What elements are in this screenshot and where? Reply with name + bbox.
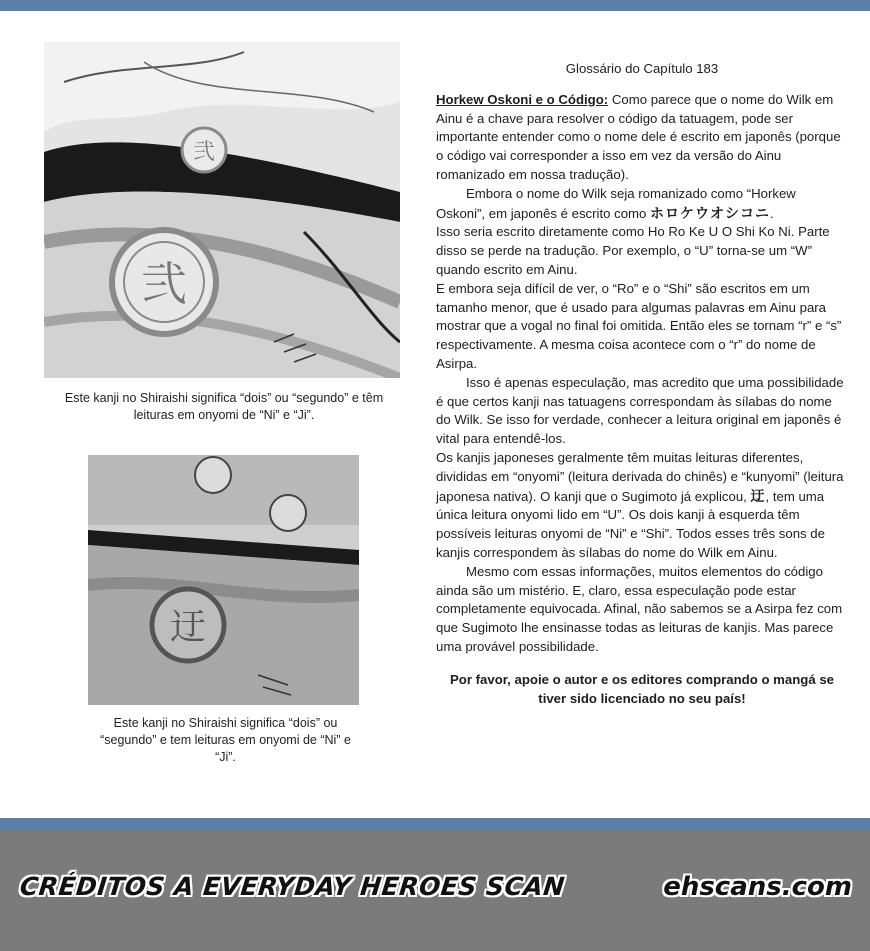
glossary-paragraph-5: Isso é apenas especulação, mas acredito que uma possibilidade é que certos kanji nas tatuagens correspondam às sílabas do nome do Wilk. Se isso for verdade, conhecer a leitura original em japonês é vital para entendê-los. [436, 374, 844, 447]
svg-text:弐: 弐 [141, 257, 187, 311]
panel-1-caption: Este kanji no Shiraishi significa “dois” ou “segundo” e têm leituras em onyomi de “Ni” e “Ji”. [64, 391, 384, 422]
glossary-paragraph-3: Isso seria escrito diretamente como Ho Ro Ke U O Shi Ko Ni. Parte disso se perde na tradução. Por exemplo, o “U” torna-se um “W” quando escrito em Ainu. [436, 224, 830, 277]
glossary-paragraph-4: E embora seja difícil de ver, o “Ro” e o “Shi” são escritos em um tamanho menor, que é usado para algumas palavras em Ainu para mostrar que a vogal no final foi omitida. Então eles se tornam “r” e “s” respectivamente. A mesma coisa acontece com o “r” do nome de Asirpa. [436, 280, 842, 371]
glossary-p1-text: Como parece que o nome do Wilk em Ainu é a chave para resolver o código da tatuagem, pode ser importante entender como o nome dele é escrito em japonês (porque o código vai corresponder a isso em vez da versão do Ainu romanizado em nossa tradução). [436, 91, 841, 182]
glossary-paragraph-2 [436, 185, 848, 224]
panel-1-artwork [44, 42, 400, 378]
glossary-kanji: 迂 [750, 487, 766, 504]
scan-credits: CRÉDITOS A EVERYDAY HEROES SCAN [18, 872, 567, 901]
glossary-p2-text: Embora o nome do Wilk seja romanizado como “Horkew Oskoni”, em japonês é escrito como [436, 185, 796, 221]
top-accent-bar [0, 0, 870, 11]
scan-site-link[interactable]: ehscans.com [663, 872, 852, 902]
glossary-p6-end: , tem uma única leitura onyomi lido em “U”. Os dois kanji à esquerda têm possíveis leituras onyomi de “Ni” e “Shi”. Todos esses três sons de kanjis correspondem às sílabas do nome do Wilk em Ainu. [436, 488, 825, 560]
manga-panel-tattoo-1 [44, 42, 400, 378]
svg-text:迂: 迂 [169, 607, 207, 648]
glossary-title: Glossário do Capítulo 183 [565, 61, 719, 76]
support-message: Por favor, apoie o autor e os editores comprando o mangá se tiver sido licenciado no seu país! [450, 671, 834, 706]
glossary-paragraph-6 [436, 449, 848, 563]
glossary-paragraph-1 [436, 91, 848, 185]
glossary-paragraph-7: Mesmo com essas informações, muitos elementos do código ainda são um mistério. E, claro, essa especulação pode estar completamente equivocada. Afinal, não sabemos se a Asirpa fez com que Sugimoto lhe ensinasse todas as leituras de kanjis. Mas parece uma provável possibilidade. [436, 563, 843, 654]
glossary-column [436, 60, 848, 708]
manga-panel-tattoo-2 [88, 455, 359, 705]
glossary-katakana-name: ホロケウオシコニ [650, 204, 771, 221]
svg-text:弐: 弐 [192, 140, 216, 165]
glossary-p6-text: Os kanjis japoneses geralmente têm muitas leituras diferentes, divididas em “onyomi” (leitura derivada do chinês) e “kunyomi” (leitura japonesa nativa). O kanji que o Sugimoto já explicou, [436, 449, 844, 504]
panel-2-artwork [88, 455, 359, 705]
glossary-term: Horkew Oskoni e o Código: [436, 91, 609, 107]
footer-accent-bar [0, 818, 870, 830]
glossary-p2-end: . [770, 205, 774, 221]
panel-2-caption: Este kanji no Shiraishi significa “dois” ou “segundo” e tem leituras em onyomi de “Ni” e “Ji”. [100, 716, 351, 764]
footer-credits [0, 830, 870, 951]
